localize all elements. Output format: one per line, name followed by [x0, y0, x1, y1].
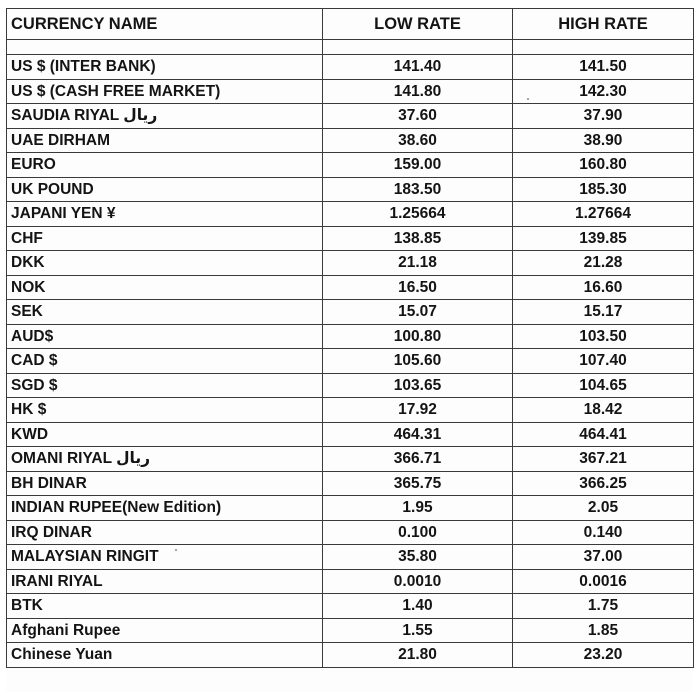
high-rate-cell: 107.40	[513, 349, 694, 374]
scan-speck	[527, 98, 529, 100]
currency-name-cell: UAE DIRHAM	[7, 128, 323, 153]
currency-name-cell: EURO	[7, 153, 323, 178]
currency-name-cell: IRQ DINAR	[7, 520, 323, 545]
rate-sheet	[6, 8, 693, 692]
table-row	[7, 422, 694, 447]
low-rate-cell: 366.71	[323, 447, 513, 472]
low-rate-cell: 103.65	[323, 373, 513, 398]
currency-rates-table	[6, 8, 694, 668]
spacer-cell	[513, 40, 694, 55]
spacer-row	[7, 40, 694, 55]
high-rate-cell: 0.140	[513, 520, 694, 545]
low-rate-cell: 1.25664	[323, 202, 513, 227]
currency-name-cell: CHF	[7, 226, 323, 251]
low-rate-cell: 141.40	[323, 55, 513, 80]
table-row	[7, 545, 694, 570]
currency-name-header: CURRENCY NAME	[7, 9, 323, 40]
low-rate-cell: 141.80	[323, 79, 513, 104]
rates-body	[7, 40, 694, 668]
high-rate-cell: 16.60	[513, 275, 694, 300]
table-row	[7, 153, 694, 178]
low-rate-cell: 38.60	[323, 128, 513, 153]
low-rate-cell: 0.100	[323, 520, 513, 545]
low-rate-cell: 1.95	[323, 496, 513, 521]
currency-name-cell: US $ (INTER BANK)	[7, 55, 323, 80]
low-rate-cell: 21.80	[323, 643, 513, 668]
high-rate-cell: 2.05	[513, 496, 694, 521]
high-rate-cell: 0.0016	[513, 569, 694, 594]
high-rate-cell: 1.27664	[513, 202, 694, 227]
currency-name-cell: AUD$	[7, 324, 323, 349]
low-rate-cell: 15.07	[323, 300, 513, 325]
high-rate-cell: 104.65	[513, 373, 694, 398]
high-rate-cell: 15.17	[513, 300, 694, 325]
high-rate-cell: 141.50	[513, 55, 694, 80]
table-row	[7, 324, 694, 349]
high-rate-cell: 1.75	[513, 594, 694, 619]
table-row	[7, 349, 694, 374]
low-rate-cell: 464.31	[323, 422, 513, 447]
low-rate-cell: 183.50	[323, 177, 513, 202]
table-row	[7, 275, 694, 300]
currency-name-cell: DKK	[7, 251, 323, 276]
currency-name-cell: BTK	[7, 594, 323, 619]
high-rate-header: HIGH RATE	[513, 9, 694, 40]
table-row	[7, 447, 694, 472]
currency-name-cell: KWD	[7, 422, 323, 447]
currency-name-cell: US $ (CASH FREE MARKET)	[7, 79, 323, 104]
currency-name-cell: IRANI RIYAL	[7, 569, 323, 594]
currency-name-cell: NOK	[7, 275, 323, 300]
table-row	[7, 569, 694, 594]
high-rate-cell: 37.90	[513, 104, 694, 129]
low-rate-cell: 21.18	[323, 251, 513, 276]
currency-name-cell: SEK	[7, 300, 323, 325]
low-rate-cell: 105.60	[323, 349, 513, 374]
currency-name-cell: OMANI RIYAL ریال	[7, 447, 323, 472]
high-rate-cell: 1.85	[513, 618, 694, 643]
high-rate-cell: 103.50	[513, 324, 694, 349]
low-rate-cell: 35.80	[323, 545, 513, 570]
high-rate-cell: 23.20	[513, 643, 694, 668]
high-rate-cell: 139.85	[513, 226, 694, 251]
currency-name-cell: CAD $	[7, 349, 323, 374]
high-rate-cell: 21.28	[513, 251, 694, 276]
table-row	[7, 226, 694, 251]
spacer-cell	[323, 40, 513, 55]
currency-name-cell: BH DINAR	[7, 471, 323, 496]
currency-name-cell: MALAYSIAN RINGIT	[7, 545, 323, 570]
low-rate-cell: 1.40	[323, 594, 513, 619]
table-row	[7, 128, 694, 153]
spacer-cell	[7, 40, 323, 55]
high-rate-cell: 367.21	[513, 447, 694, 472]
table-row	[7, 177, 694, 202]
low-rate-cell: 138.85	[323, 226, 513, 251]
table-row	[7, 398, 694, 423]
low-rate-cell: 159.00	[323, 153, 513, 178]
currency-name-cell: UK POUND	[7, 177, 323, 202]
low-rate-cell: 100.80	[323, 324, 513, 349]
currency-name-cell: Afghani Rupee	[7, 618, 323, 643]
currency-name-cell: INDIAN RUPEE(New Edition)	[7, 496, 323, 521]
header-row	[7, 9, 694, 40]
high-rate-cell: 37.00	[513, 545, 694, 570]
low-rate-cell: 17.92	[323, 398, 513, 423]
currency-name-cell: SGD $	[7, 373, 323, 398]
table-row	[7, 251, 694, 276]
table-row	[7, 520, 694, 545]
low-rate-cell: 16.50	[323, 275, 513, 300]
high-rate-cell: 366.25	[513, 471, 694, 496]
low-rate-header: LOW RATE	[323, 9, 513, 40]
table-row	[7, 104, 694, 129]
currency-name-cell: Chinese Yuan	[7, 643, 323, 668]
scan-speck	[175, 549, 177, 551]
currency-name-cell: JAPANI YEN ¥	[7, 202, 323, 227]
high-rate-cell: 38.90	[513, 128, 694, 153]
table-row	[7, 618, 694, 643]
currency-name-cell: SAUDIA RIYAL ریال	[7, 104, 323, 129]
table-row	[7, 300, 694, 325]
high-rate-cell: 142.30	[513, 79, 694, 104]
table-row	[7, 496, 694, 521]
currency-name-cell: HK $	[7, 398, 323, 423]
low-rate-cell: 365.75	[323, 471, 513, 496]
table-row	[7, 202, 694, 227]
high-rate-cell: 160.80	[513, 153, 694, 178]
high-rate-cell: 464.41	[513, 422, 694, 447]
table-row	[7, 55, 694, 80]
low-rate-cell: 37.60	[323, 104, 513, 129]
high-rate-cell: 185.30	[513, 177, 694, 202]
table-row	[7, 471, 694, 496]
table-row	[7, 79, 694, 104]
table-row	[7, 643, 694, 668]
table-row	[7, 594, 694, 619]
table-row	[7, 373, 694, 398]
low-rate-cell: 0.0010	[323, 569, 513, 594]
high-rate-cell: 18.42	[513, 398, 694, 423]
low-rate-cell: 1.55	[323, 618, 513, 643]
